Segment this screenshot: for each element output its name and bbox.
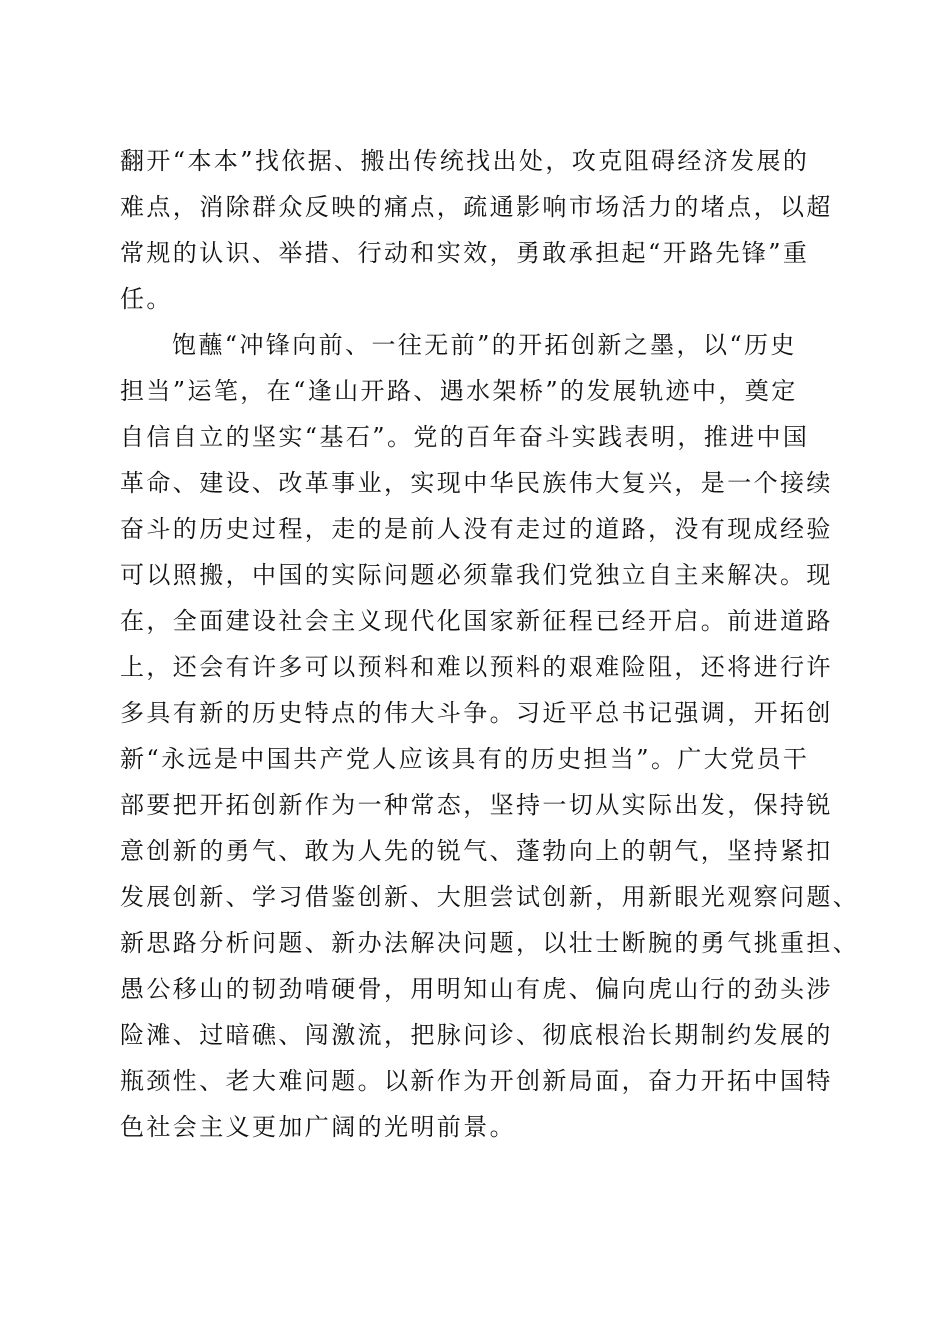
paragraph-2-line-7: 在，全面建设社会主义现代化国家新征程已经开启。前进道路 — [120, 607, 833, 635]
paragraph-2-line-13: 发展创新、学习借鉴创新、大胆尝试创新，用新眼光观察问题、 — [120, 883, 860, 911]
paragraph-2-line-2: 担当”运笔，在“逢山开路、遇水架桥”的发展轨迹中，奠定 — [120, 377, 798, 405]
body-text — [120, 138, 860, 1150]
paragraph-2-line-6: 可以照搬，中国的实际问题必须靠我们党独立自主来解决。现 — [120, 561, 833, 589]
paragraph-2-line-15: 愚公移山的韧劲啃硬骨，用明知山有虎、偏向虎山行的劲头涉 — [120, 975, 833, 1003]
paragraph-2-line-11: 部要把开拓创新作为一种常态，坚持一切从实际出发，保持锐 — [120, 791, 833, 819]
paragraph-2-line-18: 色社会主义更加广阔的光明前景。 — [120, 1113, 516, 1141]
paragraph-2-line-10: 新“永远是中国共产党人应该具有的历史担当”。广大党员干 — [120, 745, 810, 773]
paragraph-2-line-8: 上，还会有许多可以预料和难以预料的艰难险阻，还将进行许 — [120, 653, 833, 681]
paragraph-2-line-9: 多具有新的历史特点的伟大斗争。习近平总书记强调，开拓创 — [120, 699, 833, 727]
paragraph-1-line-4: 任。 — [120, 285, 173, 313]
paragraph-1-line-1: 翻开“本本”找依据、搬出传统找出处，攻克阻碍经济发展的 — [120, 147, 810, 175]
paragraph-2-line-12: 意创新的勇气、敢为人先的锐气、蓬勃向上的朝气，坚持紧扣 — [120, 837, 833, 865]
paragraph-2-line-17: 瓶颈性、老大难问题。以新作为开创新局面，奋力开拓中国特 — [120, 1067, 833, 1095]
paragraph-2-line-3: 自信自立的坚实“基石”。党的百年奋斗实践表明，推进中国 — [120, 423, 810, 451]
paragraph-2-line-4: 革命、建设、改革事业，实现中华民族伟大复兴，是一个接续 — [120, 469, 833, 497]
paragraph-1-line-3: 常规的认识、举措、行动和实效，勇敢承担起“开路先锋”重 — [120, 239, 810, 267]
paragraph-2-line-1: 饱蘸“冲锋向前、一往无前”的开拓创新之墨，以“历史 — [172, 331, 797, 359]
paragraph-2-line-14: 新思路分析问题、新办法解决问题，以壮士断腕的勇气挑重担、 — [120, 929, 860, 957]
paragraph-1-line-2: 难点，消除群众反映的痛点，疏通影响市场活力的堵点，以超 — [120, 193, 833, 221]
paragraph-2-line-5: 奋斗的历史过程，走的是前人没有走过的道路，没有现成经验 — [120, 515, 833, 543]
paragraph-2-line-16: 险滩、过暗礁、闯激流，把脉问诊、彻底根治长期制约发展的 — [120, 1021, 833, 1049]
